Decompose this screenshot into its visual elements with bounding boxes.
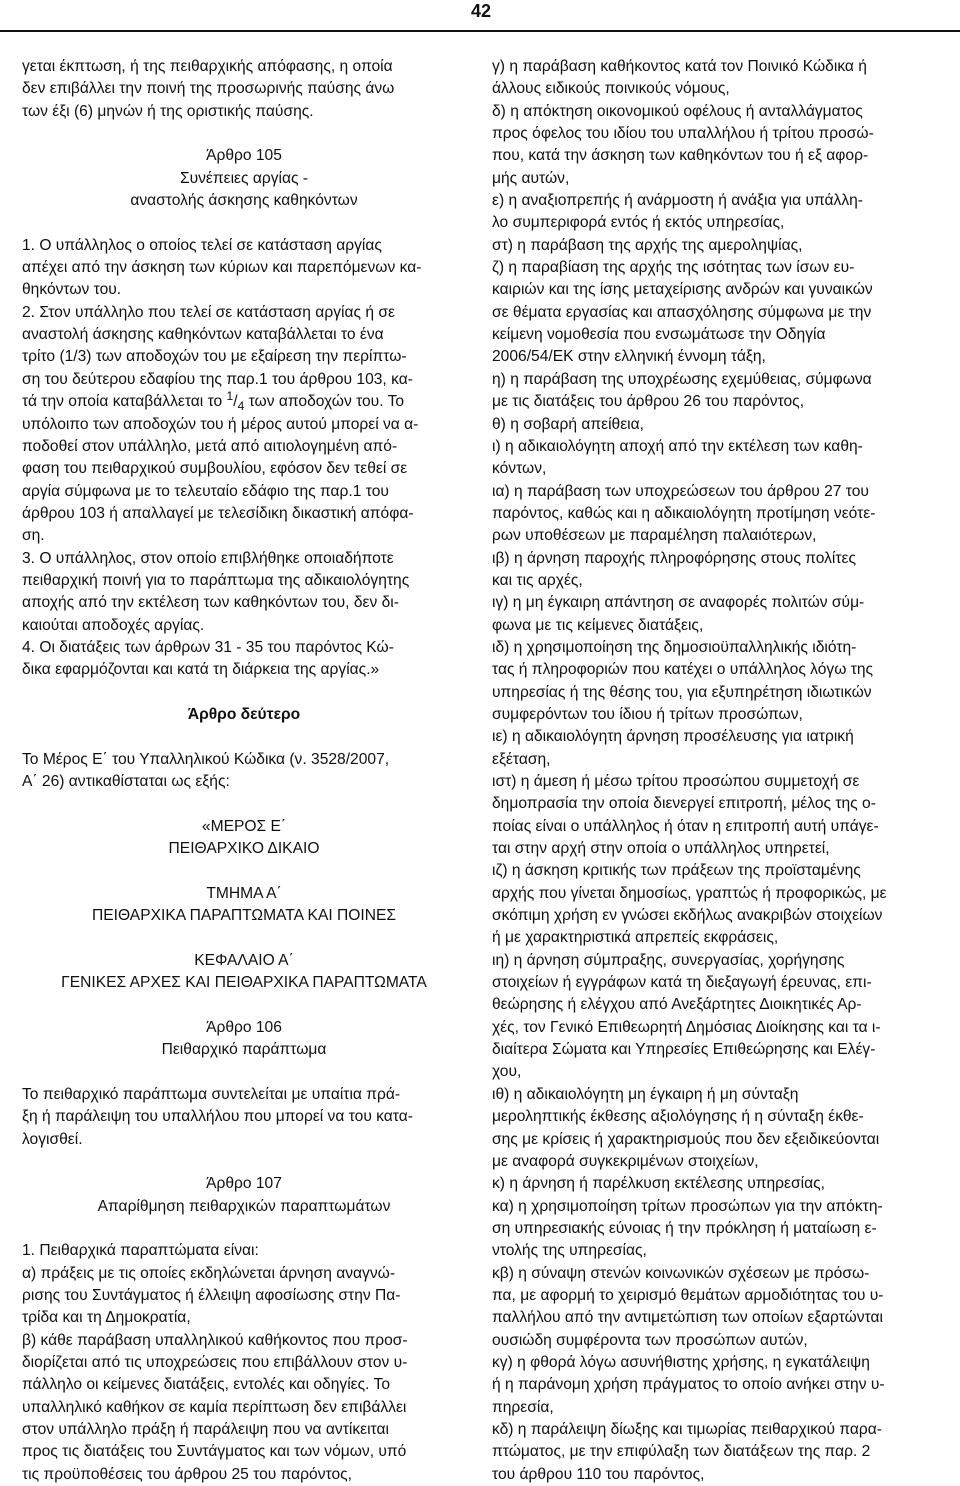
line-text: συμφερόντων του ίδιου ή τρίτων προσώπων, [492,705,803,723]
text-line [22,570,466,592]
text-line [22,1240,466,1262]
line-text: κα) η χρησιμοποίηση τρίτων προσώπων για την απόκτη- [492,1197,883,1215]
right-column [492,56,936,1486]
line-text: ποίας είναι ο υπάλληλος ή όταν η επιτροπή αυτή υπάγε- [492,817,879,835]
line-text: Απαρίθμηση πειθαρχικών παραπτωμάτων [97,1197,391,1215]
line-text: 2006/54/ΕΚ στην ελληνική έννομη τάξη, [492,348,766,366]
text-line [22,388,466,414]
line-text: διορίζεται από τις υποχρεώσεις που επιβάλλουν στον υ- [22,1353,408,1371]
line-text: 1. Πειθαρχικά παραπτώματα είναι: [22,1242,259,1260]
text-line [22,101,466,123]
text-line [492,615,936,637]
line-text: στοιχείων ή εγγράφων κατά τη διεξαγωγή έρευνας, επι- [492,974,872,992]
text-line [492,369,936,391]
line-text: υπηρεσίας ή της θέσης του, για εξυπηρέτηση ιδιωτικών [492,683,872,701]
header-rule [0,30,960,32]
text-line [492,302,936,324]
text-line [492,525,936,547]
blank-line [22,1151,466,1173]
line-text: ουσιώδη συμφέροντα των προσώπων αυτών, [492,1331,808,1349]
text-line [492,78,936,100]
text-line [22,324,466,346]
text-line [492,458,936,480]
heading-line [22,145,466,167]
text-line [22,548,466,570]
page-number: 42 [470,1,491,21]
text-line [22,525,466,547]
text-line [22,1464,466,1486]
text-line [492,994,936,1016]
text-line [492,1061,936,1083]
line-text: θηκόντων του. [22,281,122,299]
text-line [492,212,936,234]
heading-line [22,1196,466,1218]
text-line [22,302,466,324]
line-text: προς τις διατάξεις του Συντάγματος και των νόμων, υπό [22,1443,407,1461]
line-text: κγ) η φθορά λόγω ασυνήθιστης χρήσης, η εγκατάλειψη [492,1353,870,1371]
line-text: δικα εφαρμόζονται και κατά τη διάρκεια της αργίας.» [22,661,380,679]
line-text: ιη) η άρνηση σύμπραξης, συνεργασίας, χορήγησης [492,951,845,969]
line-text: ξη ή παράλειψη του υπαλλήλου που μπορεί να του κατα- [22,1108,413,1126]
text-line [22,659,466,681]
text-line [22,346,466,368]
line-text: αναστολή άσκησης καθηκόντων καταβάλλεται το ένα [22,326,384,344]
line-text: ρισης του Συντάγματος ή έλλειψη αφοσίωσης στην Πα- [22,1286,401,1304]
line-text: θεώρησης ή ελέγχου από Ανεξάρτητες Διοικητικές Αρ- [492,996,862,1014]
text-line [492,481,936,503]
text-line [22,771,466,793]
line-text: λογισθεί. [22,1130,83,1148]
text-line [22,1307,466,1329]
line-text: σε θέματα εργασίας και απασχόλησης σύμφωνα με την [492,303,872,321]
text-line [492,145,936,167]
text-line [22,414,466,436]
text-line [492,1173,936,1195]
line-text: τρίδα και τη Δημοκρατία, [22,1309,191,1327]
heading-line [22,972,466,994]
line-text: λο συμπεριφορά εντός ή εκτός υπηρεσίας, [492,214,785,232]
heading-line [22,950,466,972]
line-text: τις προϋποθέσεις του άρθρου 25 του παρόντος, [22,1465,352,1483]
line-text: αποχής από την εκτέλεση των καθηκόντων του, δεν δι- [22,594,399,612]
line-text: που, κατά την άσκηση των καθηκόντων του ή εξ αφορ- [492,147,869,165]
fraction-slash: / [233,393,238,411]
line-text: άρθρου 103 ή απαλλαγεί με τελεσίδικη δικαστική απόφα- [22,504,414,522]
text-line [22,257,466,279]
blank-line [22,994,466,1016]
line-text: χου, [492,1063,522,1081]
text-line [492,1352,936,1374]
text-line [492,1218,936,1240]
line-text: δ) η απόκτηση οικονομικού οφέλους ή ανταλλάγματος [492,102,863,120]
line-text: Α΄ 26) αντικαθίσταται ως εξής: [22,773,230,790]
line-text: Συνέπειες αργίας - [179,169,309,187]
text-line [492,570,936,592]
line-text: με αναφορά συγκεκριμένων στοιχείων, [492,1152,759,1170]
line-text: Άρθρο 107 [206,1175,282,1193]
line-text: ια) η παράβαση των υποχρεώσεων του άρθρου 27 του [492,482,869,500]
line-text: αναστολής άσκησης καθηκόντων [130,192,358,210]
line-text: ζ) η παραβίαση της αρχής της ισότητας των ίσων ευ- [492,259,855,277]
text-line [492,659,936,681]
text-line [492,1307,936,1329]
text-line [22,1084,466,1106]
line-text: κδ) η παράλειψη δίωξης και τιμωρίας πειθαρχικού παρα- [492,1420,882,1438]
line-text: 2. Στον υπάλληλο που τελεί σε κατάσταση αργίας ή σε [22,303,395,321]
text-line [22,1419,466,1441]
line-text: και τις αρχές, [492,571,583,589]
text-line [22,78,466,100]
line-text: ιε) η αδικαιολόγητη άρνηση προσέλευσης για ιατρική [492,728,854,746]
text-line [22,481,466,503]
line-text: β) κάθε παράβαση υπαλληλικού καθήκοντος που προσ- [22,1331,408,1349]
text-line [492,1441,936,1463]
line-text: τρίτο (1/3) των αποδοχών του με εξαίρεση την περίπτω- [22,348,407,366]
line-text: 3. Ο υπάλληλος, στον οποίο επιβλήθηκε οποιαδήποτε [22,549,394,567]
text-line [492,816,936,838]
line-text: καιούται αποδοχές αργίας. [22,616,205,634]
fraction-denominator: 4 [237,399,245,414]
text-line [22,56,466,78]
line-text: ση. [22,527,45,545]
left-column [22,56,466,1486]
line-text: ιστ) η άμεση ή μέσω τρίτου προσώπου συμμετοχή σε [492,773,860,790]
heading-line [22,168,466,190]
line-text: 1. Ο υπάλληλος ο οποίος τελεί σε κατάσταση αργίας [22,236,382,254]
text-line [22,1352,466,1374]
text-line [22,749,466,771]
text-line [22,1106,466,1128]
heading-line [22,704,466,726]
text-line [492,950,936,972]
line-text: θ) η σοβαρή απείθεια, [492,415,644,433]
text-line [492,1084,936,1106]
line-text: δεν επιβάλλει την ποινή της προσωρινής παύσης άνω [22,80,395,98]
text-line [492,726,936,748]
heading-line [22,1039,466,1061]
line-text: ΠΕΙΘΑΡΧΙΚΑ ΠΑΡΑΠΤΩΜΑΤΑ ΚΑΙ ΠΟΙΝΕΣ [91,907,397,925]
text-line [492,704,936,726]
line-text: σης με κρίσεις ή χαρακτηρισμούς που δεν εξειδικεύονται [492,1130,880,1148]
text-line [22,1285,466,1307]
line-text: ΤΜΗΜΑ Α΄ [206,884,282,902]
line-text: πάλληλο οι κείμενες διατάξεις, εντολές και οδηγίες. Το [22,1376,390,1394]
heading-line [22,190,466,212]
heading-line [22,816,466,838]
text-line [492,548,936,570]
line-text: Άρθρο 105 [206,147,282,165]
text-line [492,123,936,145]
line-text-continued: των αποδοχών του. Το [244,393,405,411]
line-text: η) η παράβαση της υποχρέωσης εχεμύθειας, σύμφωνα [492,370,872,388]
heading-line [22,883,466,905]
text-line [22,436,466,458]
line-text: πειθαρχική ποινή για το παράπτωμα της αδικαιολόγητης [22,571,410,589]
line-text: τας ή πληροφοριών που κατέχει ο υπάλληλος λόγω της [492,661,874,679]
line-text: πηρεσία, [492,1398,554,1416]
text-line [22,1129,466,1151]
text-line [492,1397,936,1419]
text-line [22,1374,466,1396]
line-text: εξέταση, [492,750,551,768]
blank-line [22,212,466,234]
text-line [492,1151,936,1173]
text-line [492,972,936,994]
line-text: ται στην αρχή στην οποία ο υπάλληλος υπηρετεί, [492,840,830,858]
line-text: δημοπρασία την οποία διενεργεί επιτροπή, μέλος της ο- [492,795,876,813]
text-line [22,1441,466,1463]
line-text: αρχής που γίνεται δημοσίως, γραπτώς ή προφορικώς, με [492,884,887,902]
text-line [22,592,466,614]
blank-line [22,726,466,748]
blank-line [22,1218,466,1240]
line-text: του άρθρου 110 του παρόντος, [492,1465,705,1483]
line-text: ιζ) η άσκηση κριτικής των πράξεων της προϊσταμένης [492,862,861,880]
line-text: υπαλληλικό καθήκον σε καμία περίπτωση δεν επιβάλλει [22,1398,407,1416]
line-text: γεται έκπτωση, ή της πειθαρχικής απόφασης, η οποία [22,58,393,75]
line-text: ΓΕΝΙΚΕΣ ΑΡΧΕΣ ΚΑΙ ΠΕΙΘΑΡΧΙΚΑ ΠΑΡΑΠΤΩΜΑΤΑ [61,974,427,992]
line-text: Το Μέρος Ε΄ του Υπαλληλικού Κώδικα (ν. 3528/2007, [22,750,390,768]
text-line [492,793,936,815]
line-text: κ) η άρνηση ή παρέλκυση εκτέλεσης υπηρεσίας, [492,1175,825,1193]
text-line [492,257,936,279]
text-line [492,346,936,368]
line-text: κβ) η σύναψη στενών κοινωνικών σχέσεων με πρόσω- [492,1264,870,1282]
line-text: ρων υποθέσεων με παραμέληση παλαιότερων, [492,527,817,545]
line-text: παλλήλου από την αντιμετώπιση των οποίων εξαρτώνται [492,1309,883,1327]
text-line [492,749,936,771]
text-line [492,927,936,949]
text-line [492,414,936,436]
text-line [492,503,936,525]
line-text: κόντων, [492,460,547,478]
text-line [492,1240,936,1262]
line-text: τά την οποία καταβάλλεται το [22,393,223,411]
text-line [492,391,936,413]
line-text: ντολής της υπηρεσίας, [492,1242,647,1260]
text-line [492,190,936,212]
blank-line [22,123,466,145]
text-line [492,883,936,905]
text-line [22,615,466,637]
line-text: απέχει από την άσκηση των κύριων και παρεπόμενων κα- [22,259,422,277]
line-text: Άρθρο δεύτερο [187,705,301,723]
text-line [492,436,936,458]
page-header [0,0,960,30]
text-line [22,279,466,301]
heading-line [22,905,466,927]
text-line [492,637,936,659]
line-text: άλλους ειδικούς ποινικούς νόμους, [492,80,730,98]
text-line [492,168,936,190]
text-line [492,101,936,123]
line-text: ιθ) η αδικαιολόγητη μη έγκαιρη ή μη σύνταξη [492,1085,799,1103]
line-text: προς όφελος του ιδίου του υπαλλήλου ή τρίτου προσώ- [492,125,874,143]
text-line [22,637,466,659]
heading-line [22,1173,466,1195]
line-text: α) πράξεις με τις οποίες εκδηλώνεται άρνηση αναγνώ- [22,1264,396,1282]
text-line [492,771,936,793]
heading-line [22,1017,466,1039]
line-text: ποδοθεί στον υπάλληλο, μετά από αιτιολογημένη από- [22,437,398,455]
line-text: Το πειθαρχικό παράπτωμα συντελείται με υπαίτια πρά- [22,1085,401,1103]
line-text: μεροληπτικής έκθεσης αξιολόγησης ή η σύνταξη έκθε- [492,1108,864,1126]
line-text: ή με χαρακτηριστικά απρεπείς εκφράσεις, [492,929,779,947]
line-text: υπόλοιπο των αποδοχών του ή μέρος αυτού μπορεί να α- [22,415,419,433]
text-line [492,838,936,860]
line-text: «ΜΕΡΟΣ Ε΄ [201,817,287,835]
text-line [492,1419,936,1441]
line-text: ιγ) η μη έγκαιρη απάντηση σε αναφορές πολιτών σύμ- [492,594,865,612]
text-line [492,1374,936,1396]
text-line [22,369,466,391]
line-text: ΚΕΦΑΛΑΙΟ Α΄ [194,951,294,969]
line-text: μής αυτών, [492,169,570,187]
text-line [22,1397,466,1419]
blank-line [22,927,466,949]
line-text: Πειθαρχικό παράπτωμα [161,1041,327,1059]
line-text: ιδ) η χρησιμοποίηση της δημοσιοϋπαλληλικής ιδιότη- [492,638,857,656]
line-text: ση υπηρεσιακής εύνοιας ή την πρόκληση ή ματαίωση ε- [492,1219,877,1237]
text-line [492,682,936,704]
text-line [492,1196,936,1218]
line-text: πα, με αφορμή το χειρισμό θεμάτων αρμοδιότητας του υ- [492,1286,884,1304]
text-line [492,860,936,882]
text-line [22,1330,466,1352]
line-text: Άρθρο 106 [206,1018,282,1036]
line-text: στ) η παράβαση της αρχής της αμεροληψίας, [492,236,803,254]
line-text: αργία σύμφωνα με το τελευταίο εδάφιο της παρ.1 του [22,482,389,500]
text-line [492,1129,936,1151]
line-text: ση του δεύτερου εδαφίου της παρ.1 του άρθρου 103, κα- [22,370,413,388]
blank-line [22,860,466,882]
line-text: γ) η παράβαση καθήκοντος κατά τον Ποινικό Κώδικα ή [492,58,867,75]
text-line [492,1017,936,1039]
text-line [492,56,936,78]
text-line [22,235,466,257]
text-line [492,324,936,346]
line-text: στον υπάλληλο πράξη ή παράλειψη που να αντίκειται [22,1420,389,1438]
text-line [492,279,936,301]
blank-line [22,1061,466,1083]
line-text: με τις διατάξεις του άρθρου 26 του παρόντος, [492,393,805,411]
line-text: ΠΕΙΘΑΡΧΙΚΟ ΔΙΚΑΙΟ [168,840,320,858]
line-text: ε) η αναξιοπρεπής ή ανάρμοστη ή ανάξια για υπάλλη- [492,192,863,210]
line-text: κείμενη νομοθεσία που ενσωμάτωσε την Οδηγία [492,326,826,344]
line-text: 4. Οι διατάξεις των άρθρων 31 - 35 του παρόντος Κώ- [22,638,394,656]
text-line [492,1464,936,1486]
line-text: διαίτερα Σώματα και Υπηρεσίες Επιθεώρησης και Ελέγ- [492,1041,876,1059]
line-text: φωνα με τις κείμενες διατάξεις, [492,616,704,634]
line-text: των έξι (6) μηνών ή της οριστικής παύσης. [22,102,314,120]
text-line [492,1106,936,1128]
text-line [492,235,936,257]
line-text: ιβ) η άρνηση παροχής πληροφόρησης στους πολίτες [492,549,856,567]
text-line [492,592,936,614]
heading-line [22,838,466,860]
text-line [492,1330,936,1352]
line-text: ι) η αδικαιολόγητη αποχή από την εκτέλεση των καθη- [492,437,863,455]
text-line [492,905,936,927]
text-line [492,1039,936,1061]
line-text: ή η παράνομη χρήση πράγματος το οποίο ανήκει στην υ- [492,1376,885,1394]
blank-line [22,793,466,815]
text-line [492,1263,936,1285]
fraction-numerator: 1 [226,388,234,403]
line-text: φαση του πειθαρχικού συμβουλίου, εφόσον δεν τεθεί σε [22,460,408,478]
blank-line [22,682,466,704]
text-line [22,458,466,480]
text-line [22,1263,466,1285]
line-text: παρόντος, καθώς και η αδικαιολόγητη προτίμηση νεότε- [492,504,876,522]
line-text: πτώματος, με την επιφύλαξη των διατάξεων της παρ. 2 [492,1443,871,1461]
line-text: χές, τον Γενικό Επιθεωρητή Δημόσιας Διοίκησης και τα ι- [492,1018,881,1036]
line-text: σκόπιμη χρήση εν γνώσει εκδήλως ανακριβών στοιχείων [492,907,883,925]
text-line [22,503,466,525]
text-line [492,1285,936,1307]
line-text: καιριών και της ίσης μεταχείρισης ανδρών και γυναικών [492,281,873,299]
